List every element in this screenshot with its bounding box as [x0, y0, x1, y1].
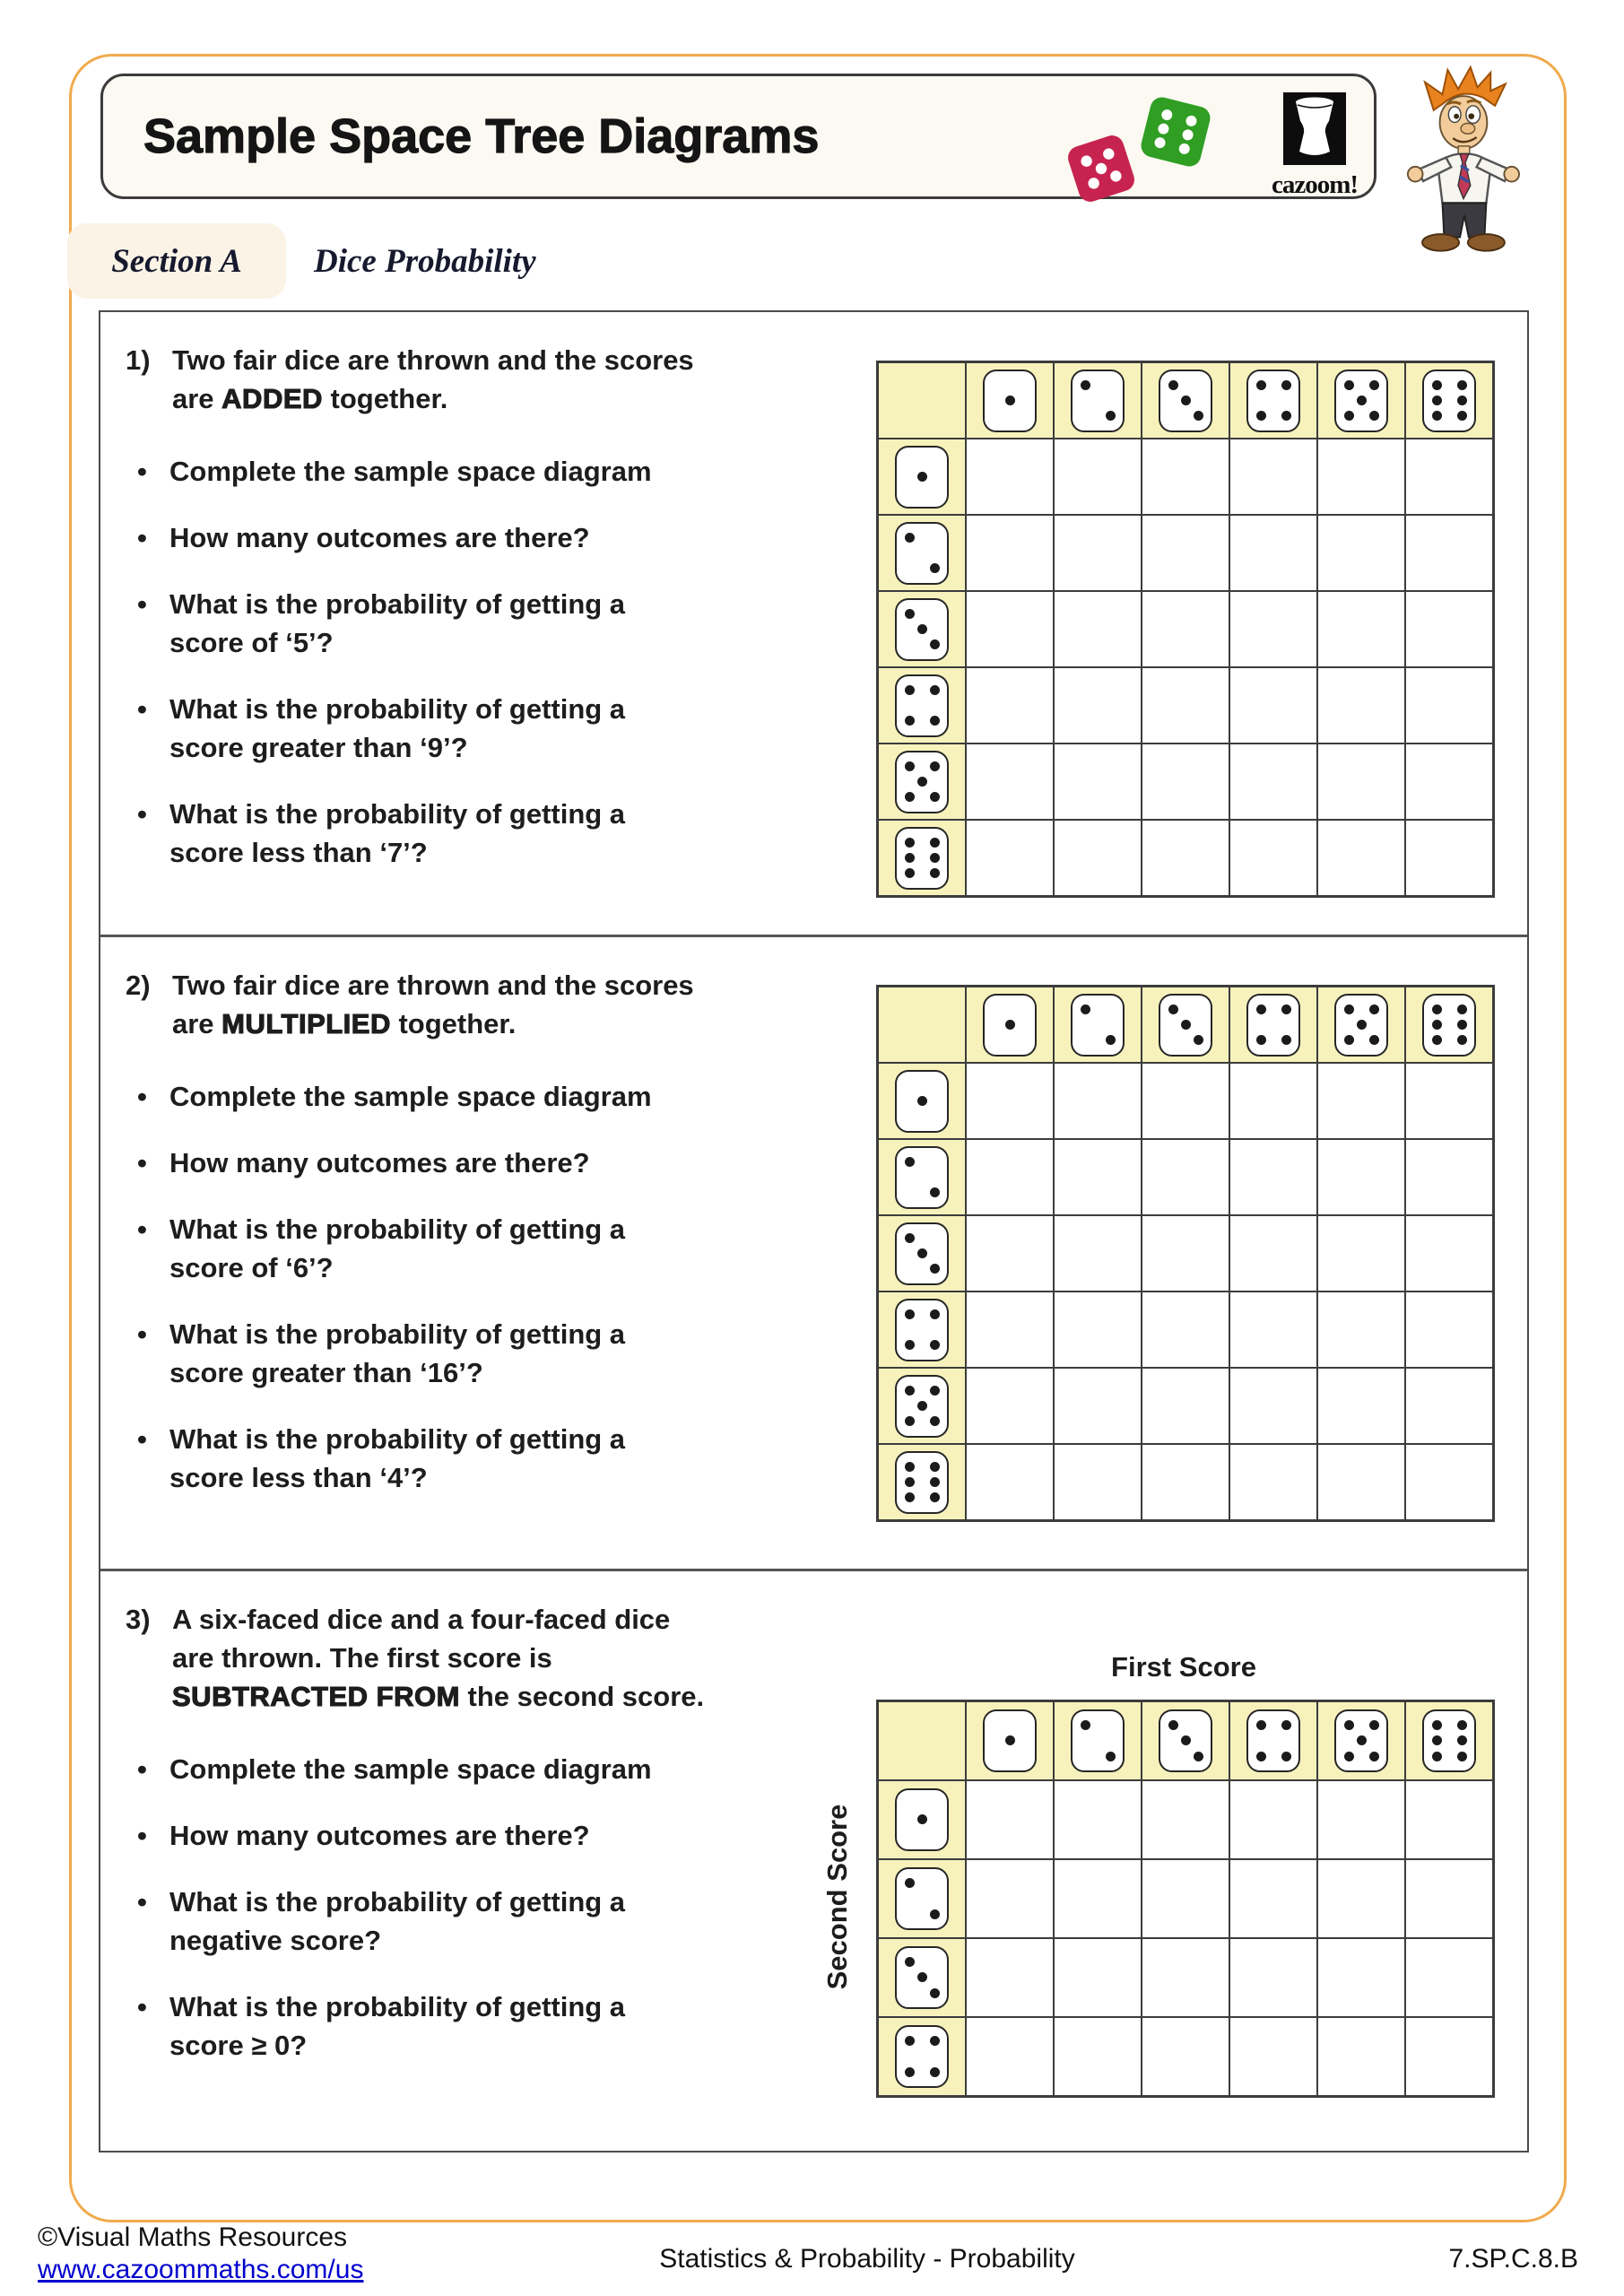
row-die-header [878, 1063, 966, 1139]
die-4-icon [895, 1299, 949, 1361]
questions-container [99, 310, 1529, 2152]
website-link[interactable]: www.cazoommaths.com/us [38, 2255, 364, 2284]
answer-cell [1229, 1139, 1317, 1215]
answer-cell [1142, 1780, 1229, 1859]
answer-cell [1054, 1938, 1142, 2017]
question-3-bullets [126, 1750, 677, 2065]
answer-cell [966, 591, 1054, 667]
answer-cell [1317, 820, 1405, 896]
die-1-icon [895, 1070, 949, 1133]
die-5-icon [895, 1375, 949, 1438]
answer-cell [966, 515, 1054, 591]
section-topic: Dice Probability [314, 242, 536, 280]
sample-space-grid-1 [876, 361, 1495, 898]
answer-cell [1405, 1444, 1493, 1520]
column-die-header [1054, 987, 1142, 1063]
answer-cell [1317, 1859, 1405, 1938]
column-die-header [1317, 987, 1405, 1063]
answer-cell [1317, 2017, 1405, 2096]
answer-cell [966, 1938, 1054, 2017]
answer-cell [1054, 1063, 1142, 1139]
die-4-icon [1246, 370, 1300, 432]
bullet-item: • What is the probability of getting a negative score? [137, 1883, 677, 1960]
prompt-text: together. [390, 1008, 517, 1039]
question-1-prompt [126, 341, 717, 418]
bullet-item: • Complete the sample space diagram [137, 1750, 677, 1788]
grid-corner-cell [878, 987, 966, 1063]
answer-cell [1229, 744, 1317, 820]
die-2-icon [1071, 370, 1125, 432]
answer-cell [1142, 1444, 1229, 1520]
answer-cell [1405, 1063, 1493, 1139]
answer-cell [1317, 1063, 1405, 1139]
row-die-header [878, 1859, 966, 1938]
answer-cell [966, 1063, 1054, 1139]
die-6-icon [895, 1451, 949, 1514]
answer-cell [1317, 439, 1405, 515]
question-3-prompt [126, 1600, 717, 1716]
die-5-icon [1334, 994, 1388, 1057]
second-score-axis-label: Second Score [821, 1804, 853, 1990]
answer-cell [1229, 1444, 1317, 1520]
die-5-icon [1334, 370, 1388, 432]
bullet-item: • What is the probability of getting a score greater than ‘16’? [137, 1315, 677, 1392]
answer-cell [966, 744, 1054, 820]
bullet-item: • What is the probability of getting a score less than ‘4’? [137, 1420, 677, 1497]
bullet-item: • What is the probability of getting a score less than ‘7’? [137, 795, 677, 872]
column-die-header [1229, 362, 1317, 439]
prompt-text: A six-faced dice and a four-faced dice are thrown. The first score is [172, 1604, 671, 1674]
column-die-header [1142, 362, 1229, 439]
answer-cell [1054, 1780, 1142, 1859]
answer-cell [1142, 1215, 1229, 1292]
column-die-header [1405, 1701, 1493, 1780]
die-2-icon [895, 1867, 949, 1930]
answer-cell [966, 439, 1054, 515]
bullet-item: • What is the probability of getting a score ≥ 0? [137, 1987, 677, 2065]
sample-space-grid-3 [876, 1700, 1495, 2098]
answer-cell [1405, 1938, 1493, 2017]
question-3-text [126, 1600, 717, 2092]
die-5-icon [1334, 1709, 1388, 1772]
mascot-character [1399, 65, 1524, 257]
question-number: 1) [126, 344, 151, 376]
answer-cell [966, 820, 1054, 896]
bullet-item: • How many outcomes are there? [137, 518, 677, 557]
answer-cell [1054, 744, 1142, 820]
answer-cell [1405, 820, 1493, 896]
die-3-icon [895, 1222, 949, 1285]
answer-cell [966, 1368, 1054, 1444]
die-3-icon [1159, 370, 1212, 432]
answer-cell [1405, 1215, 1493, 1292]
die-4-icon [1246, 1709, 1300, 1772]
bullet-item: • How many outcomes are there? [137, 1816, 677, 1855]
column-die-header [1054, 362, 1142, 439]
die-6-icon [1422, 994, 1476, 1057]
bullet-item: • How many outcomes are there? [137, 1144, 677, 1182]
answer-cell [1317, 515, 1405, 591]
bullet-item: • What is the probability of getting a score of ‘6’? [137, 1210, 677, 1287]
answer-cell [966, 1859, 1054, 1938]
question-2-prompt [126, 966, 717, 1043]
answer-cell [1405, 2017, 1493, 2096]
die-1-icon [895, 446, 949, 509]
die-3-icon [895, 598, 949, 661]
die-1-icon [983, 370, 1037, 432]
answer-cell [1054, 1368, 1142, 1444]
answer-cell [1142, 2017, 1229, 2096]
brand-name: cazoom! [1271, 170, 1359, 199]
answer-cell [1229, 2017, 1317, 2096]
answer-cell [1229, 1859, 1317, 1938]
column-die-header [1142, 1701, 1229, 1780]
answer-cell [1229, 515, 1317, 591]
answer-cell [1317, 744, 1405, 820]
die-6-icon [895, 827, 949, 890]
prompt-keyword: ADDED [221, 383, 323, 414]
answer-cell [1229, 1215, 1317, 1292]
answer-cell [1317, 667, 1405, 744]
column-die-header [1229, 987, 1317, 1063]
answer-cell [1054, 820, 1142, 896]
answer-cell [1054, 2017, 1142, 2096]
answer-cell [1229, 820, 1317, 896]
prompt-text: Two fair dice are thrown and the scores are [172, 970, 694, 1039]
answer-cell [1054, 1215, 1142, 1292]
answer-cell [966, 2017, 1054, 2096]
answer-cell [1229, 439, 1317, 515]
die-2-icon [1071, 994, 1125, 1057]
prompt-keyword: SUBTRACTED FROM [172, 1681, 460, 1712]
die-1-icon [983, 1709, 1037, 1772]
row-die-header [878, 2017, 966, 2096]
answer-cell [1317, 1139, 1405, 1215]
question-2 [100, 935, 1527, 1569]
red-die-icon [1061, 128, 1142, 209]
answer-cell [1405, 1780, 1493, 1859]
die-3-icon [1159, 1709, 1212, 1772]
answer-cell [1054, 1292, 1142, 1368]
prompt-text: together. [322, 383, 448, 414]
answer-cell [1054, 1444, 1142, 1520]
column-die-header [1317, 362, 1405, 439]
row-die-header [878, 1938, 966, 2017]
answer-cell [1142, 439, 1229, 515]
answer-cell [1317, 1215, 1405, 1292]
answer-cell [1229, 1063, 1317, 1139]
question-number: 3) [126, 1604, 151, 1635]
copyright: ©Visual Maths Resources [38, 2222, 348, 2252]
section-label-text: Section A [111, 242, 242, 280]
answer-cell [966, 1780, 1054, 1859]
column-die-header [1054, 1701, 1142, 1780]
question-1-text [126, 341, 717, 900]
answer-cell [1317, 1292, 1405, 1368]
die-6-icon [1422, 1709, 1476, 1772]
die-2-icon [1071, 1709, 1125, 1772]
answer-cell [1405, 1859, 1493, 1938]
question-number: 2) [126, 970, 151, 1001]
answer-cell [1405, 744, 1493, 820]
answer-cell [1405, 591, 1493, 667]
column-die-header [1317, 1701, 1405, 1780]
column-die-header [1142, 987, 1229, 1063]
bullet-item: • Complete the sample space diagram [137, 1077, 677, 1116]
row-die-header [878, 515, 966, 591]
row-die-header [878, 667, 966, 744]
column-die-header [966, 362, 1054, 439]
answer-cell [966, 1292, 1054, 1368]
green-die-icon [1133, 89, 1219, 175]
answer-cell [1054, 667, 1142, 744]
die-6-icon [1422, 370, 1476, 432]
prompt-keyword: MULTIPLIED [221, 1008, 391, 1039]
row-die-header [878, 744, 966, 820]
row-die-header [878, 1444, 966, 1520]
answer-cell [1317, 1780, 1405, 1859]
die-4-icon [895, 674, 949, 737]
row-die-header [878, 439, 966, 515]
answer-cell [1317, 1444, 1405, 1520]
question-2-text [126, 966, 717, 1525]
die-3-icon [1159, 994, 1212, 1057]
answer-cell [1317, 1368, 1405, 1444]
answer-cell [1405, 439, 1493, 515]
page-title: Sample Space Tree Diagrams [143, 109, 820, 163]
answer-cell [1142, 1859, 1229, 1938]
row-die-header [878, 820, 966, 896]
answer-cell [1229, 667, 1317, 744]
die-5-icon [895, 751, 949, 813]
answer-cell [1142, 1368, 1229, 1444]
column-die-header [1229, 1701, 1317, 1780]
title-box [100, 74, 1376, 199]
prompt-text: Two fair dice are thrown and the scores are [172, 344, 694, 414]
question-1-bullets [126, 452, 677, 872]
answer-cell [1054, 515, 1142, 591]
row-die-header [878, 1780, 966, 1859]
answer-cell [1054, 1859, 1142, 1938]
answer-cell [1054, 591, 1142, 667]
sample-space-grid-2 [876, 985, 1495, 1522]
answer-cell [1142, 1938, 1229, 2017]
question-2-bullets [126, 1077, 677, 1497]
answer-cell [1142, 744, 1229, 820]
answer-cell [1142, 667, 1229, 744]
first-score-axis-label: First Score [1111, 1651, 1256, 1683]
answer-cell [966, 1215, 1054, 1292]
answer-cell [1405, 1139, 1493, 1215]
drum-icon [1283, 92, 1346, 165]
die-3-icon [895, 1946, 949, 2009]
die-2-icon [895, 1146, 949, 1209]
row-die-header [878, 1215, 966, 1292]
standard-code: 7.SP.C.8.B [1448, 2244, 1578, 2274]
cazoom-logo [1249, 92, 1380, 200]
answer-cell [1229, 1780, 1317, 1859]
answer-cell [1142, 820, 1229, 896]
answer-cell [1054, 1139, 1142, 1215]
answer-cell [1229, 591, 1317, 667]
die-1-icon [983, 994, 1037, 1057]
column-die-header [1405, 362, 1493, 439]
answer-cell [1054, 439, 1142, 515]
column-die-header [966, 987, 1054, 1063]
answer-cell [1142, 1292, 1229, 1368]
row-die-header [878, 591, 966, 667]
answer-cell [1229, 1938, 1317, 2017]
die-4-icon [895, 2025, 949, 2088]
answer-cell [1405, 1292, 1493, 1368]
answer-cell [1317, 591, 1405, 667]
bullet-item: • Complete the sample space diagram [137, 452, 677, 491]
answer-cell [1142, 1139, 1229, 1215]
answer-cell [1142, 1063, 1229, 1139]
column-die-header [1405, 987, 1493, 1063]
answer-cell [1317, 1938, 1405, 2017]
grid-corner-cell [878, 1701, 966, 1780]
question-1 [100, 312, 1527, 935]
bullet-item: • What is the probability of getting a score of ‘5’? [137, 585, 677, 662]
answer-cell [966, 1444, 1054, 1520]
footer-topic: Statistics & Probability - Probability [659, 2244, 1075, 2274]
answer-cell [1142, 515, 1229, 591]
answer-cell [1405, 1368, 1493, 1444]
row-die-header [878, 1368, 966, 1444]
grid-corner-cell [878, 362, 966, 439]
question-3 [100, 1569, 1527, 2154]
die-2-icon [895, 522, 949, 585]
answer-cell [1229, 1368, 1317, 1444]
column-die-header [966, 1701, 1054, 1780]
row-die-header [878, 1292, 966, 1368]
section-label [67, 223, 286, 299]
answer-cell [1142, 591, 1229, 667]
bullet-item: • What is the probability of getting a score greater than ‘9’? [137, 690, 677, 767]
answer-cell [1405, 515, 1493, 591]
answer-cell [1229, 1292, 1317, 1368]
prompt-text: the second score. [459, 1681, 705, 1712]
answer-cell [966, 667, 1054, 744]
answer-cell [966, 1139, 1054, 1215]
die-1-icon [895, 1788, 949, 1851]
die-4-icon [1246, 994, 1300, 1057]
answer-cell [1405, 667, 1493, 744]
row-die-header [878, 1139, 966, 1215]
